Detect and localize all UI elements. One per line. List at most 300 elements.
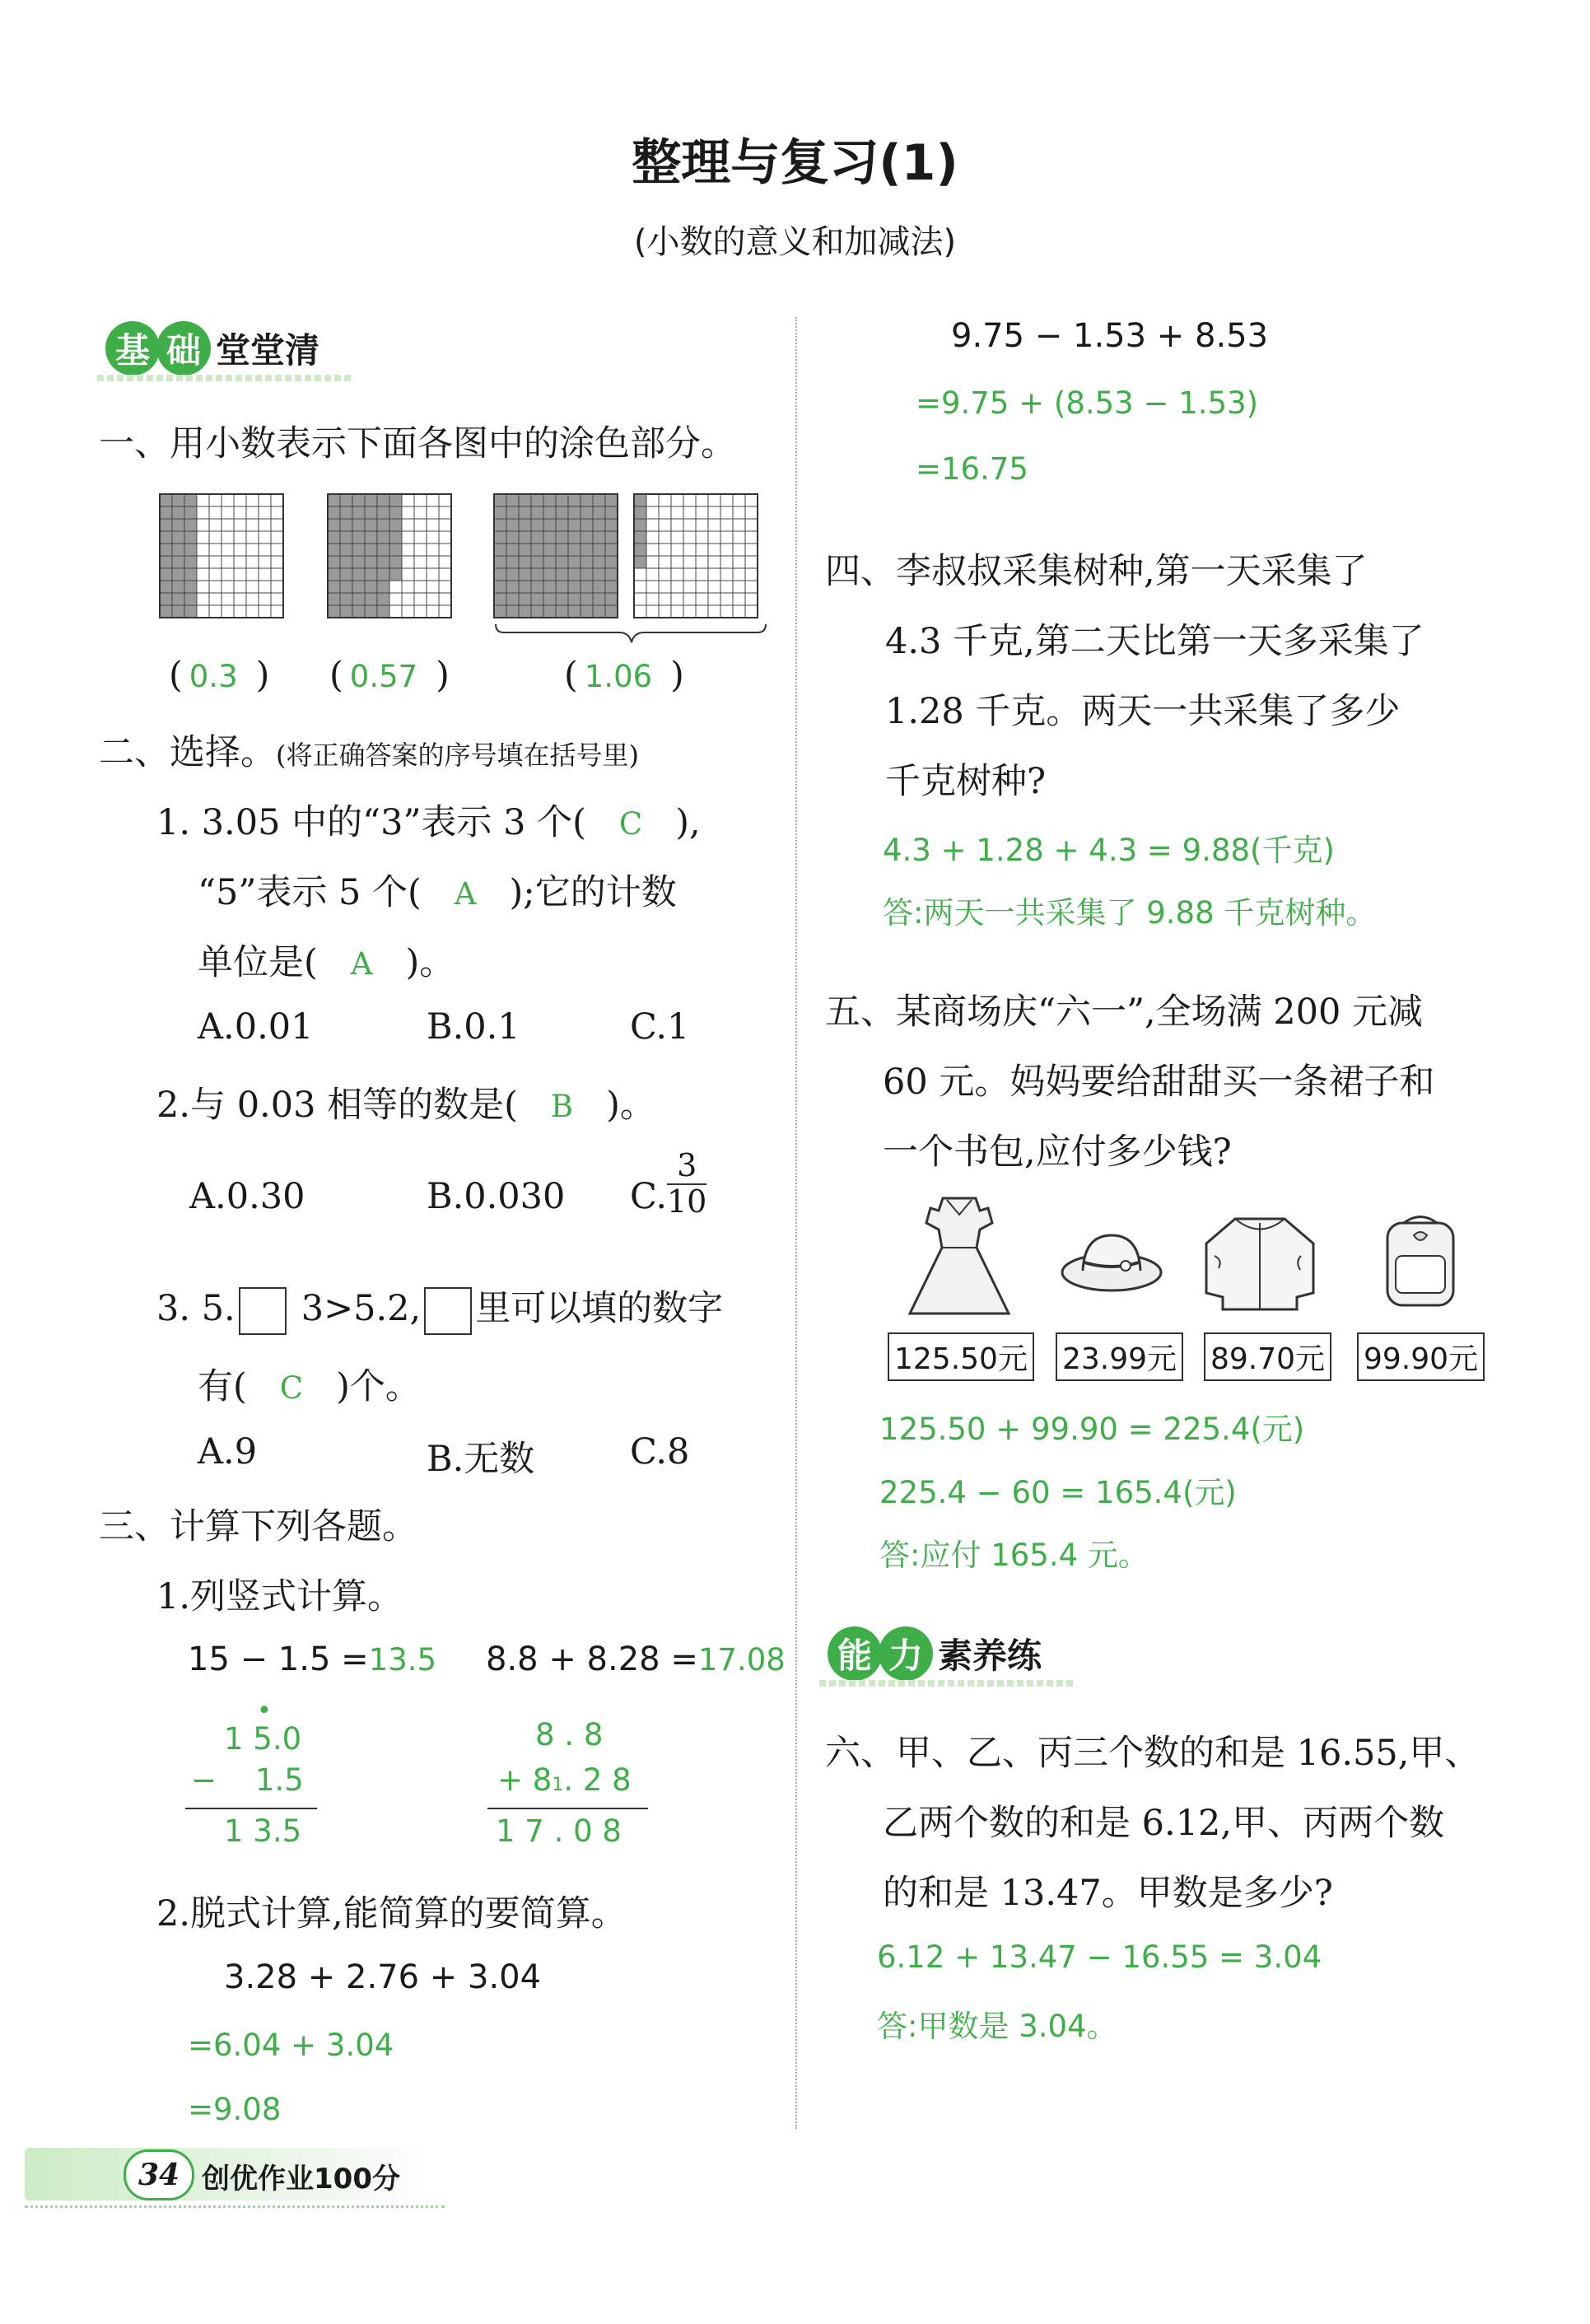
grid-cell — [634, 494, 646, 506]
grid-cell — [414, 593, 427, 605]
grid-cell — [708, 593, 720, 605]
grid-cell — [683, 544, 696, 556]
grid-cell — [172, 605, 184, 618]
badge-text: 素养练 — [938, 1636, 1042, 1676]
section-badge-basic — [105, 321, 319, 376]
grid-cell — [427, 506, 439, 519]
grid-cell — [556, 544, 568, 556]
q6-line: 的和是 13.47。甲数是多少? — [883, 1873, 1333, 1914]
grid-cell — [427, 568, 439, 581]
grid-cell — [259, 605, 271, 618]
q2-p3-line2: 有( C )个。 — [198, 1366, 421, 1407]
price-tag: 23.99元 — [1056, 1332, 1183, 1381]
grid-cell — [646, 531, 659, 544]
grid-cell — [593, 544, 605, 556]
grid-cell — [745, 506, 758, 519]
backpack-icon — [1371, 1211, 1470, 1321]
q3-label: 三、计算下列各题。 — [99, 1506, 417, 1547]
grid-cell — [519, 581, 531, 593]
grid-cell — [439, 593, 451, 605]
grid-cell — [328, 556, 340, 568]
grid-cell — [246, 494, 259, 506]
grid-cell — [259, 506, 271, 519]
grid-cell — [696, 531, 708, 544]
grid-cell — [439, 568, 451, 581]
grid-cell — [556, 506, 568, 519]
vertical-op: + 81. 2 8 — [497, 1762, 632, 1798]
grid-cell — [377, 556, 389, 568]
grid-cell — [328, 544, 340, 556]
grid-cell — [646, 568, 659, 581]
grid-cell — [593, 519, 605, 531]
grid-cell — [271, 581, 283, 593]
grid-cell — [352, 506, 365, 519]
grid-cell — [402, 581, 414, 593]
grid-cell — [221, 568, 234, 581]
grid-cell — [683, 494, 696, 506]
grid-cell — [221, 519, 234, 531]
grid-cell — [519, 519, 531, 531]
price-tag: 89.70元 — [1204, 1332, 1331, 1381]
grid-cell — [209, 544, 221, 556]
grid-cell — [246, 531, 259, 544]
grid-cell — [593, 506, 605, 519]
grid-cell — [377, 531, 389, 544]
grid-cell — [439, 494, 451, 506]
grid-cell — [745, 568, 758, 581]
grid-cell — [402, 593, 414, 605]
grid-cell — [605, 581, 618, 593]
grid-cell — [209, 568, 221, 581]
grid-cell — [696, 605, 708, 618]
grid-cell — [634, 544, 646, 556]
grid-cell — [556, 531, 568, 544]
grid-cell — [581, 494, 593, 506]
grid-cell — [494, 593, 506, 605]
grid-cell — [519, 593, 531, 605]
grid-cell — [646, 506, 659, 519]
grid-cell — [246, 544, 259, 556]
grid-cell — [733, 581, 745, 593]
grid-cell — [184, 581, 197, 593]
grid-cell — [221, 556, 234, 568]
grid-cell — [160, 581, 172, 593]
q2-p3-opt-a: A.9 — [198, 1431, 258, 1472]
grid-cell — [605, 556, 618, 568]
grid-cell — [340, 494, 352, 506]
grid-cell — [427, 605, 439, 618]
grid-cell — [328, 519, 340, 531]
grid-cell — [543, 531, 556, 544]
grid-cell — [439, 581, 451, 593]
grid-cell — [234, 593, 246, 605]
q5-line: 五、某商场庆“六一”,全场满 200 元减 — [825, 992, 1424, 1033]
grid-cell — [696, 593, 708, 605]
grid-cell — [439, 544, 451, 556]
grid-cell — [720, 494, 733, 506]
grid-cell — [246, 605, 259, 618]
grid-cell — [271, 605, 283, 618]
grid-cell — [708, 494, 720, 506]
grid-cell — [259, 556, 271, 568]
grid-cell — [209, 506, 221, 519]
grid-cell — [160, 531, 172, 544]
grid-cell — [568, 568, 581, 581]
column-divider — [795, 317, 797, 2129]
fraction — [667, 1149, 706, 1220]
grid-cell — [352, 605, 365, 618]
grid-cell — [184, 506, 197, 519]
grid-cell — [568, 544, 581, 556]
grid-cell — [659, 556, 671, 568]
grid-cell — [568, 494, 581, 506]
grid-cell — [519, 605, 531, 618]
fraction-numerator: 3 — [667, 1149, 706, 1185]
badge-char: 基 — [105, 321, 160, 376]
q5-work: 225.4 − 60 = 165.4(元) — [879, 1475, 1237, 1510]
q2-p1-line3: 单位是( A )。 — [198, 942, 455, 983]
grid-cell — [556, 581, 568, 593]
grid-cell — [605, 506, 618, 519]
q4-line: 千克树种? — [885, 761, 1047, 802]
q3-c1-step: =9.08 — [188, 2092, 282, 2127]
dress-icon — [898, 1190, 1021, 1325]
grid-cell — [427, 544, 439, 556]
grid-cell — [494, 494, 506, 506]
grid-cell — [259, 494, 271, 506]
grid-cell — [439, 506, 451, 519]
grid-cell — [234, 494, 246, 506]
section-badge-ability — [828, 1626, 1042, 1681]
grid-cell — [733, 519, 745, 531]
grid-cell — [197, 593, 209, 605]
q2-p2-opt-a: A.0.30 — [189, 1176, 305, 1217]
grid-cell — [593, 531, 605, 544]
grid-cell — [365, 593, 377, 605]
grid-cell — [259, 568, 271, 581]
grid-cell — [733, 593, 745, 605]
grid-cell — [708, 605, 720, 618]
grid-cell — [531, 506, 543, 519]
grid-cell — [340, 568, 352, 581]
q5-line: 60 元。妈妈要给甜甜买一条裙子和 — [883, 1062, 1435, 1103]
grid-cell — [365, 581, 377, 593]
q5-answer: 答:应付 165.4 元。 — [879, 1538, 1149, 1573]
grid-cell — [352, 581, 365, 593]
grid-cell — [402, 605, 414, 618]
grid-cell — [659, 506, 671, 519]
grid-cell — [634, 556, 646, 568]
grid-cell — [696, 568, 708, 581]
grid-cell — [365, 556, 377, 568]
grid-cell — [340, 531, 352, 544]
grid-cell — [683, 556, 696, 568]
q3-c2-step: =9.75 + (8.53 − 1.53) — [916, 385, 1259, 421]
grid-cell — [246, 506, 259, 519]
grid-cell — [659, 544, 671, 556]
grid-cell — [531, 494, 543, 506]
grid-cell — [246, 581, 259, 593]
q4-answer: 答:两天一共采集了 9.88 千克树种。 — [883, 895, 1377, 931]
grid-cell — [720, 593, 733, 605]
grid-cell — [556, 593, 568, 605]
grid-cell — [568, 506, 581, 519]
grid-cell — [160, 568, 172, 581]
section-underline — [819, 1680, 1075, 1687]
grid-cell — [414, 519, 427, 531]
q2-label: 二、选择。(将正确答案的序号填在括号里) — [99, 732, 639, 773]
grid-cell — [402, 531, 414, 544]
grid-cell — [646, 581, 659, 593]
grid-cell — [365, 494, 377, 506]
grid-cell — [389, 556, 402, 568]
section-underline — [97, 375, 352, 381]
grid-cell — [659, 519, 671, 531]
q6-work: 6.12 + 13.47 − 16.55 = 3.04 — [877, 1939, 1322, 1975]
grid-cell — [671, 568, 683, 581]
grid-cell — [543, 506, 556, 519]
page-title: 整理与复习(1) — [632, 134, 958, 192]
grid-cell — [494, 544, 506, 556]
badge-text: 堂堂清 — [216, 330, 320, 371]
grid-cell — [745, 494, 758, 506]
page-number: 34 — [124, 2149, 194, 2200]
grid-cell — [197, 506, 209, 519]
grid-cell — [234, 544, 246, 556]
grid-cell — [646, 519, 659, 531]
grid-cell — [209, 531, 221, 544]
grid-cell — [581, 544, 593, 556]
grid-cell — [671, 494, 683, 506]
grid-cell — [659, 568, 671, 581]
vertical-top: 1 5.0 — [224, 1721, 302, 1757]
badge-char: 能 — [828, 1626, 882, 1681]
grid-cell — [745, 581, 758, 593]
grid-cell — [605, 519, 618, 531]
grid-cell — [531, 556, 543, 568]
grid-cell — [646, 494, 659, 506]
grid-cell — [531, 568, 543, 581]
grid-cell — [556, 556, 568, 568]
grid-cell — [683, 506, 696, 519]
grid-cell — [271, 519, 283, 531]
grid-cell — [581, 593, 593, 605]
q4-work: 4.3 + 1.28 + 4.3 = 9.88(千克) — [883, 833, 1335, 868]
q3-eq2: 8.8 + 8.28 =17.08 — [486, 1640, 786, 1678]
grid-cell — [197, 494, 209, 506]
grid-cell — [389, 581, 402, 593]
grid-cell — [402, 568, 414, 581]
q4-line: 四、李叔叔采集树种,第一天采集了 — [825, 551, 1368, 592]
grid-cell — [720, 531, 733, 544]
grid-cell — [197, 605, 209, 618]
grid-cell — [506, 568, 519, 581]
grid-cell — [160, 494, 172, 506]
grid-cell — [708, 544, 720, 556]
grid-cell — [556, 519, 568, 531]
grid-cell — [556, 605, 568, 618]
grid-cell — [506, 531, 519, 544]
grid-cell — [733, 544, 745, 556]
grid-cell — [234, 506, 246, 519]
grid-cell — [531, 519, 543, 531]
grid-cell — [519, 531, 531, 544]
grid-cell — [221, 605, 234, 618]
grid-cell — [197, 544, 209, 556]
grid-cell — [234, 605, 246, 618]
footer-brand: 创优作业100分 — [202, 2163, 400, 2196]
q2-p1-opt-b: B.0.1 — [427, 1006, 520, 1048]
grid-figures — [158, 492, 767, 649]
grid-cell — [160, 506, 172, 519]
grid-cell — [543, 605, 556, 618]
grid-cell — [733, 494, 745, 506]
grid-cell — [172, 581, 184, 593]
grid-cell — [506, 593, 519, 605]
grid-cell — [605, 605, 618, 618]
grid-cell — [439, 531, 451, 544]
grid-cell — [209, 605, 221, 618]
grid-cell — [389, 593, 402, 605]
q2-p2-opt-c: C. — [630, 1176, 668, 1217]
grid-cell — [259, 593, 271, 605]
grid-cell — [568, 581, 581, 593]
grid-cell — [259, 519, 271, 531]
grid-cell — [221, 581, 234, 593]
grid-cell — [340, 544, 352, 556]
grid-cell — [377, 544, 389, 556]
grid-cell — [389, 519, 402, 531]
grid-cell — [352, 531, 365, 544]
grid-cell — [543, 544, 556, 556]
grid-cell — [519, 556, 531, 568]
fraction-denominator: 10 — [667, 1183, 707, 1220]
grid-cell — [646, 544, 659, 556]
grid-cell — [365, 506, 377, 519]
grid-cell — [414, 544, 427, 556]
grid-cell — [209, 494, 221, 506]
grid-cell — [259, 581, 271, 593]
q1-grids — [158, 492, 767, 652]
grid-cell — [519, 494, 531, 506]
grid-cell — [543, 519, 556, 531]
grid-cell — [696, 581, 708, 593]
grid-cell — [172, 494, 184, 506]
grid-cell — [160, 605, 172, 618]
grid-cell — [352, 544, 365, 556]
grid-cell — [696, 506, 708, 519]
grid-cell — [234, 568, 246, 581]
grid-cell — [172, 519, 184, 531]
grid-cell — [184, 494, 197, 506]
grid-cell — [377, 519, 389, 531]
grid-cell — [389, 568, 402, 581]
q4-line: 1.28 千克。两天一共采集了多少 — [885, 691, 1401, 732]
grid-cell — [708, 568, 720, 581]
grid-cell — [271, 568, 283, 581]
grid-cell — [745, 556, 758, 568]
q1-label: 一、用小数表示下面各图中的涂色部分。 — [99, 423, 736, 464]
grid-cell — [581, 556, 593, 568]
grid-cell — [365, 605, 377, 618]
grid-cell — [172, 556, 184, 568]
grid-cell — [720, 544, 733, 556]
grid-cell — [271, 494, 283, 506]
grid-cell — [634, 568, 646, 581]
grid-cell — [659, 494, 671, 506]
grid-cell — [439, 556, 451, 568]
q2-p3-opt-b: B.无数 — [427, 1439, 535, 1480]
grid-cell — [568, 519, 581, 531]
grid-cell — [340, 581, 352, 593]
q3-c1: 3.28 + 2.76 + 3.04 — [224, 1958, 542, 1996]
grid-cell — [197, 556, 209, 568]
grid-cell — [494, 605, 506, 618]
grid-cell — [519, 544, 531, 556]
grid-cell — [531, 531, 543, 544]
grid-cell — [593, 494, 605, 506]
q2-p3-opt-c: C.8 — [630, 1431, 690, 1472]
grid-cell — [377, 605, 389, 618]
vertical-result: 1 3.5 — [224, 1813, 302, 1849]
grid-cell — [634, 531, 646, 544]
grid-cell — [568, 531, 581, 544]
grid-cell — [246, 519, 259, 531]
q3-c1-step: =6.04 + 3.04 — [188, 2028, 394, 2063]
grid-cell — [671, 519, 683, 531]
grid-cell — [328, 506, 340, 519]
q2-p1-opt-a: A.0.01 — [198, 1006, 314, 1048]
page-subtitle: (小数的意义和加减法) — [633, 223, 957, 261]
grid-cell — [494, 556, 506, 568]
grid-cell — [246, 593, 259, 605]
grid-cell — [352, 494, 365, 506]
grid-cell — [427, 519, 439, 531]
grid-cell — [506, 544, 519, 556]
grid-cell — [659, 593, 671, 605]
grid-cell — [377, 568, 389, 581]
grid-cell — [197, 531, 209, 544]
grid-cell — [696, 494, 708, 506]
grid-cell — [745, 519, 758, 531]
grid-cell — [365, 531, 377, 544]
grid-cell — [605, 531, 618, 544]
grid-cell — [506, 494, 519, 506]
grid-cell — [328, 494, 340, 506]
grid-cell — [234, 519, 246, 531]
grid-cell — [221, 531, 234, 544]
grid-cell — [184, 568, 197, 581]
grid-cell — [172, 506, 184, 519]
price-tag: 125.50元 — [888, 1332, 1034, 1381]
grid-cell — [593, 605, 605, 618]
grid-cell — [646, 593, 659, 605]
grid-cell — [328, 605, 340, 618]
grid-cell — [671, 605, 683, 618]
grid-cell — [733, 605, 745, 618]
q2-p1-opt-c: C.1 — [630, 1006, 690, 1048]
grid-cell — [581, 581, 593, 593]
q3-eq1: 15 − 1.5 =13.5 — [188, 1640, 437, 1678]
grid-cell — [184, 556, 197, 568]
grid-cell — [414, 506, 427, 519]
grid-cell — [720, 556, 733, 568]
grid-cell — [365, 568, 377, 581]
hat-icon — [1058, 1223, 1165, 1309]
grid-cell — [696, 556, 708, 568]
grid-cell — [605, 568, 618, 581]
grid-cell — [328, 593, 340, 605]
